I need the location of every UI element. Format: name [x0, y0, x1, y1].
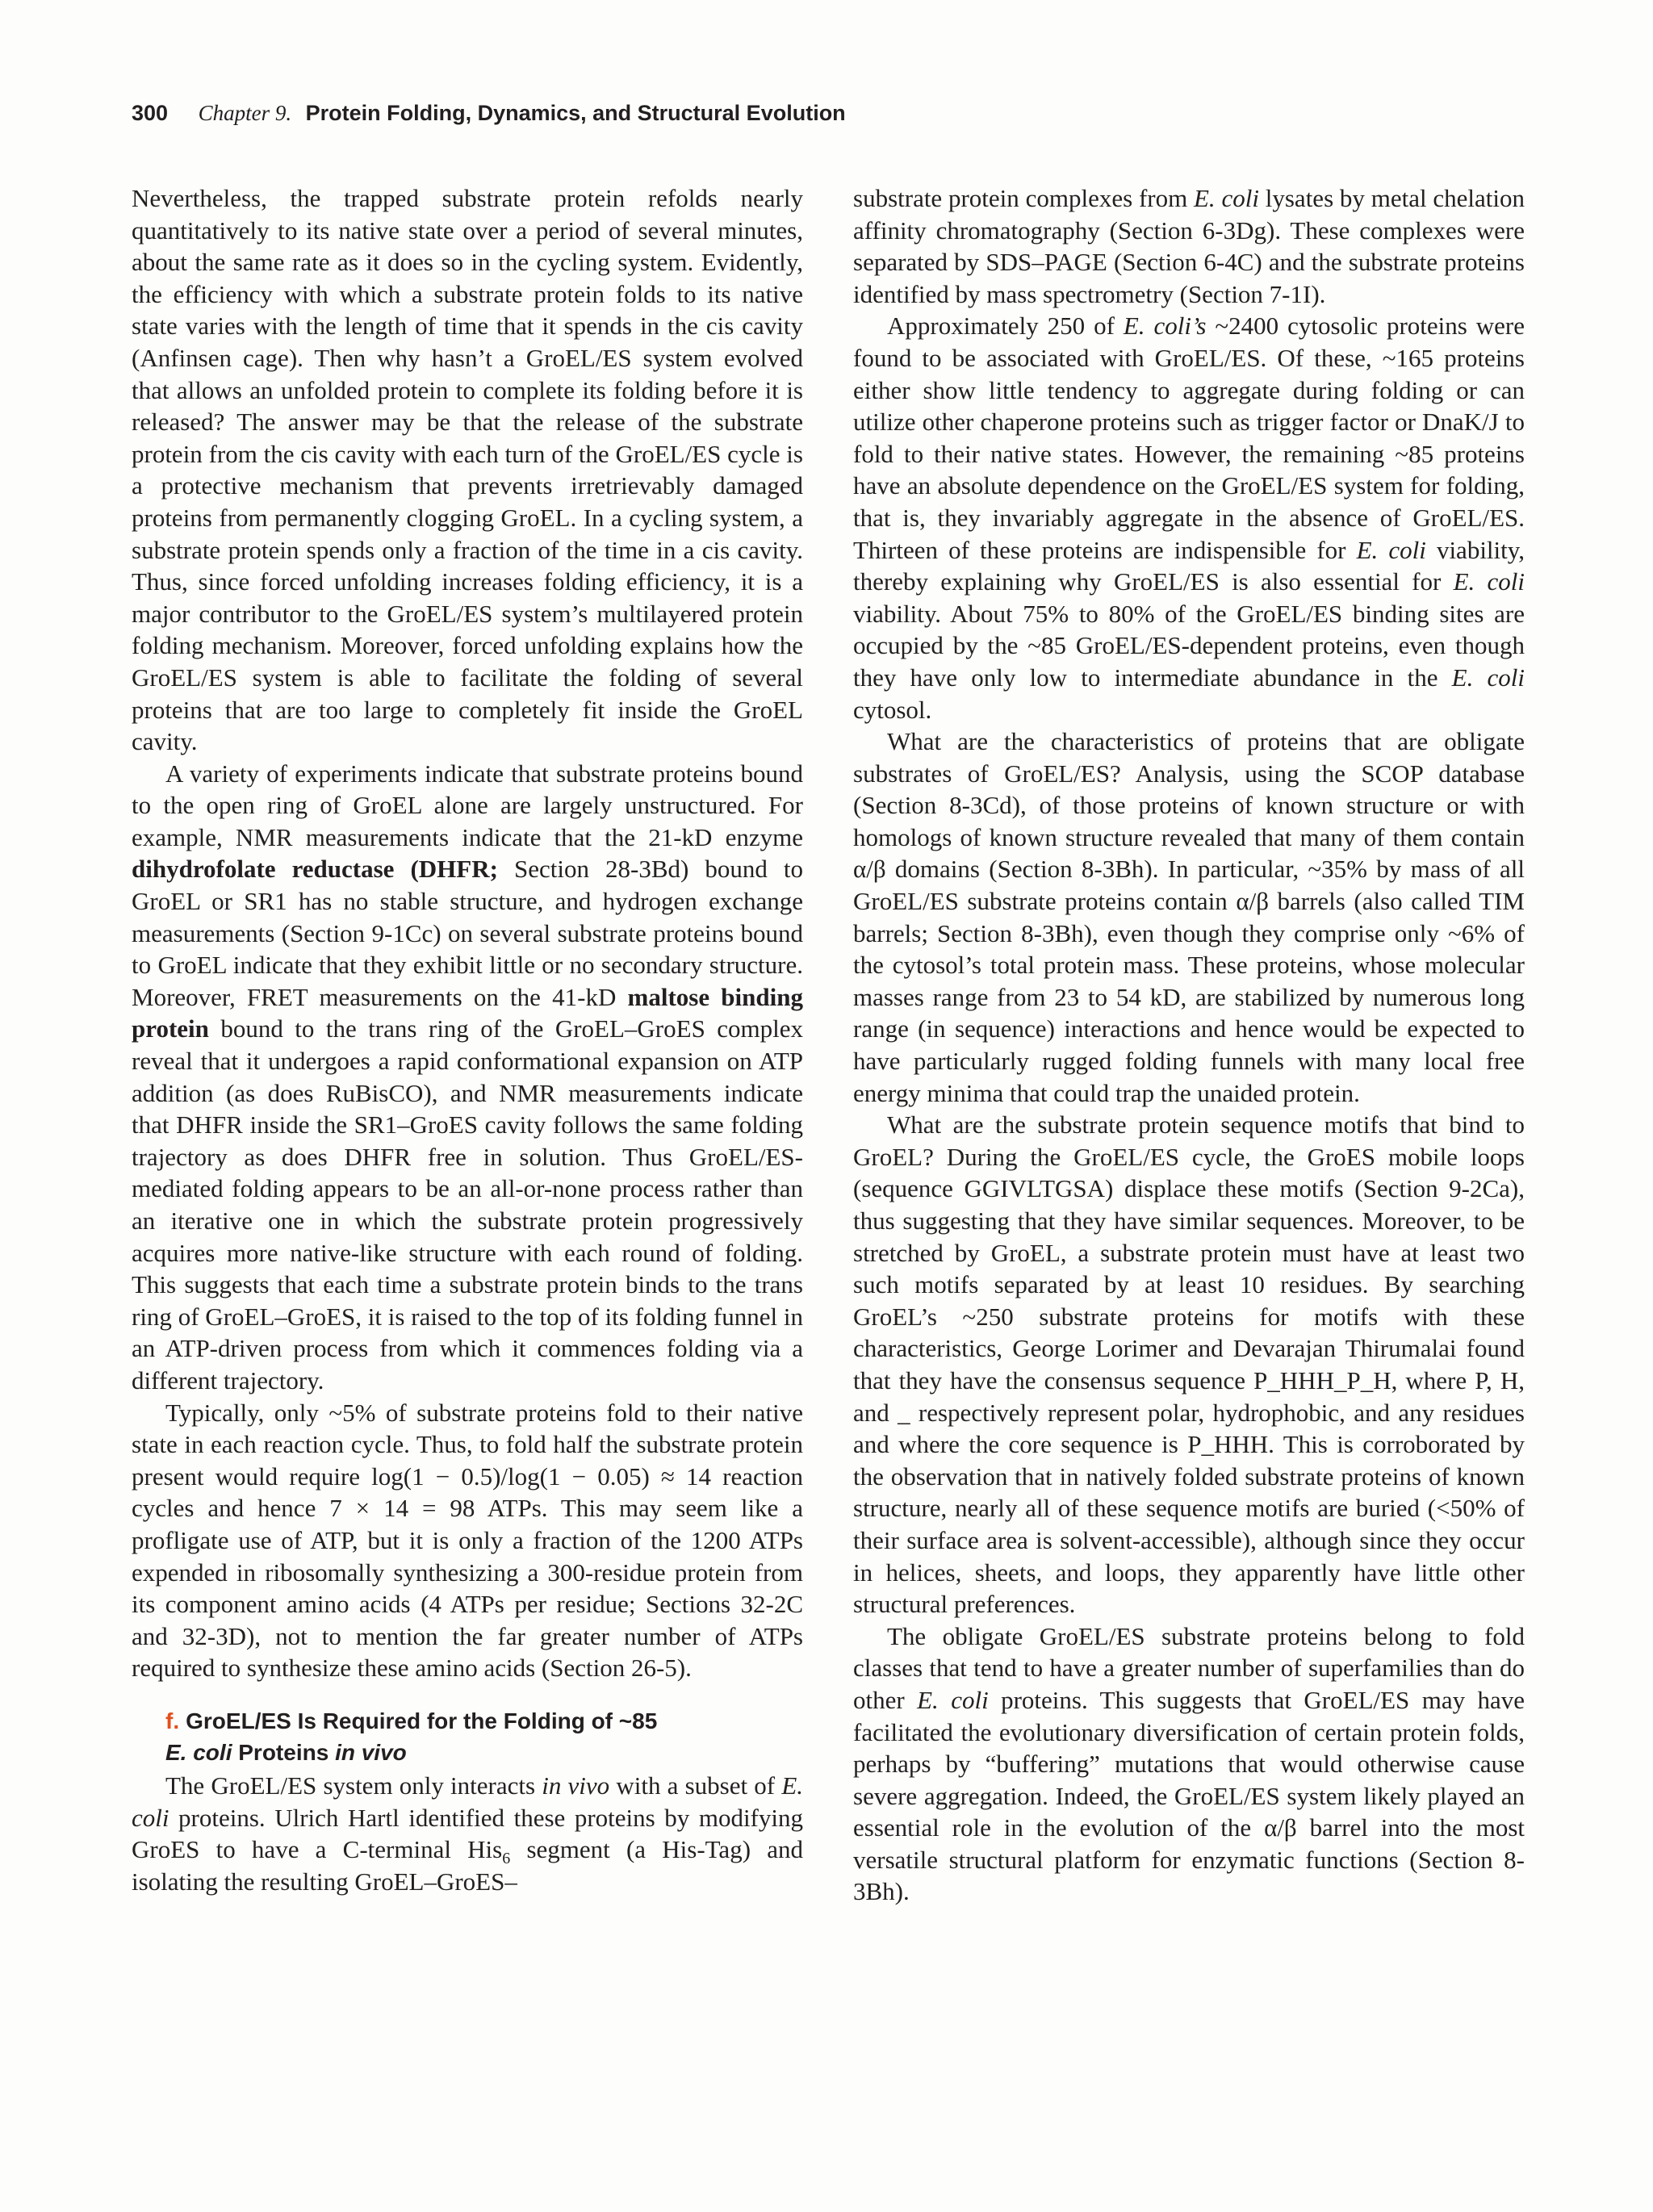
paragraph: The GroEL/ES system only interacts in vivo with a subset of E. coli proteins. Ulrich Hartl identified these proteins by modifying GroES to have a C-terminal His$_6$ segment (a His-Tag) and isolating the resulting GroEL–GroES– — [132, 1771, 803, 1896]
paragraph: What are the substrate protein sequence motifs that bind to GroEL? During the GroEL/ES cycle, the GroES mobile loops (sequence GGIVLTGSA) displace these motifs (Section 9-2Ca), thus suggesting that they have similar sequences. Moreover, to be stretched by GroEL, a substrate protein must have at least two such motifs separated by at least 10 residues. By searching GroEL’s ~250 substrate proteins for motifs with these characteristics, George Lorimer and Devarajan Thirumalai found that they have the consensus sequence P_HHH_P_H, where P, H, and _ respectively represent polar, hydrophobic, and any residues and where the core sequence is P_HHH. This is corroborated by the observation that in natively folded substrate proteins of known structure, nearly all of these sequence motifs are buried (<50% of their surface area is solvent-accessible), although since they occur in helices, sheets, and loops, they apparently have little other structural preferences. — [853, 1110, 1525, 1619]
paragraph: Nevertheless, the trapped substrate protein refolds nearly quantitatively to its native state over a period of several minutes, about the same rate as it does so in the cycling system. Evidently, the efficiency with which a substrate protein folds to its native state varies with the length of time that it spends in the cis cavity (Anfinsen cage). Then why hasn’t a GroEL/ES system evolved that allows an unfolded protein to complete its folding before it is released? The answer may be that the release of the substrate protein from the cis cavity with each turn of the GroEL/ES cycle is a protective mechanism that prevents irretrievably damaged proteins from permanently clogging GroEL. In a cycling system, a substrate protein spends only a fraction of the time in a cis cavity. Thus, since forced unfolding increases folding efficiency, it is a major contributor to the GroEL/ES system’s multilayered protein folding mechanism. Moreover, forced unfolding explains how the GroEL/ES system is able to facilitate the folding of several proteins that are too large to completely fit inside the GroEL cavity. — [132, 184, 803, 756]
left-column — [132, 182, 803, 1897]
paragraph: What are the characteristics of proteins that are obligate substrates of GroEL/ES? Analysis, using the SCOP database (Section 8-3Cd), of those proteins of known structure or with homologs of known structure revealed that many of them contain α/β domains (Section 8-3Bh). In particular, ~35% by mass of all GroEL/ES substrate proteins contain α/β barrels (also called TIM barrels; Section 8-3Bh), even though they comprise only ~6% of the cytosol’s total protein mass. These proteins, whose molecular masses range from 23 to 54 kD, are stabilized by numerous long range (in sequence) interactions and hence would be expected to have particularly rugged folding funnels with many local free energy minima that could trap the unaided protein. — [853, 727, 1525, 1107]
term-dhfr: dihydrofolate reductase (DHFR; — [132, 855, 498, 884]
paragraph: The obligate GroEL/ES substrate proteins belong to fold classes that tend to have a greater number of superfamilies than do other E. coli proteins. This suggests that GroEL/ES may have facilitated the evolutionary diversification of certain protein folds, perhaps by “buffering” mutations that would otherwise cause severe aggregation. Indeed, the GroEL/ES system likely played an essential role in the evolution of the α/β barrel into the most versatile structural platform for enzymatic functions (Section 8-3Bh). — [853, 1621, 1525, 1906]
chapter-title: Protein Folding, Dynamics, and Structural Evolution — [305, 101, 846, 125]
paragraph: Approximately 250 of E. coli’s ~2400 cytosolic proteins were found to be associated with GroEL/ES. Of these, ~165 proteins either show little tendency to aggregate during folding or can utilize other chaperone proteins such as trigger factor or DnaK/J to fold to their native states. However, the remaining ~85 proteins have an absolute dependence on the GroEL/ES system for folding, that is, they invariably aggregate in the absence of GroEL/ES. Thirteen of these proteins are indispensible for E. coli viability, thereby explaining why GroEL/ES is also essential for E. coli viability. About 75% to 80% of the GroEL/ES binding sites are occupied by the ~85 GroEL/ES-dependent proteins, even though they have only low to intermediate abundance in the E. coli cytosol. — [853, 312, 1525, 724]
right-column — [853, 182, 1525, 1908]
running-head — [132, 101, 846, 126]
paragraph: A variety of experiments indicate that substrate proteins bound to the open ring of GroEL alone are largely unstructured. For example, NMR measurements indicate that the 21-kD enzyme dihydrofolate reductase (DHFR; Section 28-3Bd) bound to GroEL or SR1 has no stable structure, and hydrogen exchange measurements (Section 9-1Cc) on several substrate proteins bound to GroEL indicate that they exhibit little or no secondary structure. Moreover, FRET measurements on the 41-kD maltose binding protein bound to the trans ring of the GroEL–GroES complex reveal that it undergoes a rapid conformational expansion on ATP addition (as does RuBisCO), and NMR measurements indicate that DHFR inside the SR1–GroES cavity follows the same folding trajectory as does DHFR free in solution. Thus GroEL/ES-mediated folding appears to be an all-or-none process rather than an iterative one in which the substrate protein progressively acquires more native-like structure with each round of folding. This suggests that each time a substrate protein binds to the trans ring of GroEL–GroES, it is raised to the top of its folding funnel in an ATP-driven process from which it commences folding via a different trajectory. — [132, 759, 803, 1395]
paragraph: substrate protein complexes from E. coli lysates by metal chelation affinity chromatography (Section 6-3Dg). These complexes were separated by SDS–PAGE (Section 6-4C) and the substrate proteins identified by mass spectrometry (Section 7-1I). — [853, 184, 1525, 308]
page-number: 300 — [132, 101, 169, 125]
paragraph: Typically, only ~5% of substrate proteins fold to their native state in each reaction cycle. Thus, to fold half the substrate protein present would require log(1 − 0.5)/log(1 − 0.05) ≈ 14 reaction cycles and hence 7 × 14 = 98 ATPs. This may seem like a profligate use of ATP, but it is only a fraction of the 1200 ATPs expended in ribosomally synthesizing a 300-residue protein from its component amino acids (4 ATPs per residue; Sections 32-2C and 32-3D), not to mention the far greater number of ATPs required to synthesize these amino acids (Section 26-5). — [132, 1398, 803, 1683]
term-maltose-binding-protein: maltose binding protein — [132, 982, 803, 1043]
section-heading: f. GroEL/ES Is Required for the Folding of ~85 E. coli Proteins in vivo — [165, 1708, 658, 1765]
section-letter: f. — [165, 1708, 180, 1733]
chapter-label: Chapter 9. — [198, 101, 292, 125]
